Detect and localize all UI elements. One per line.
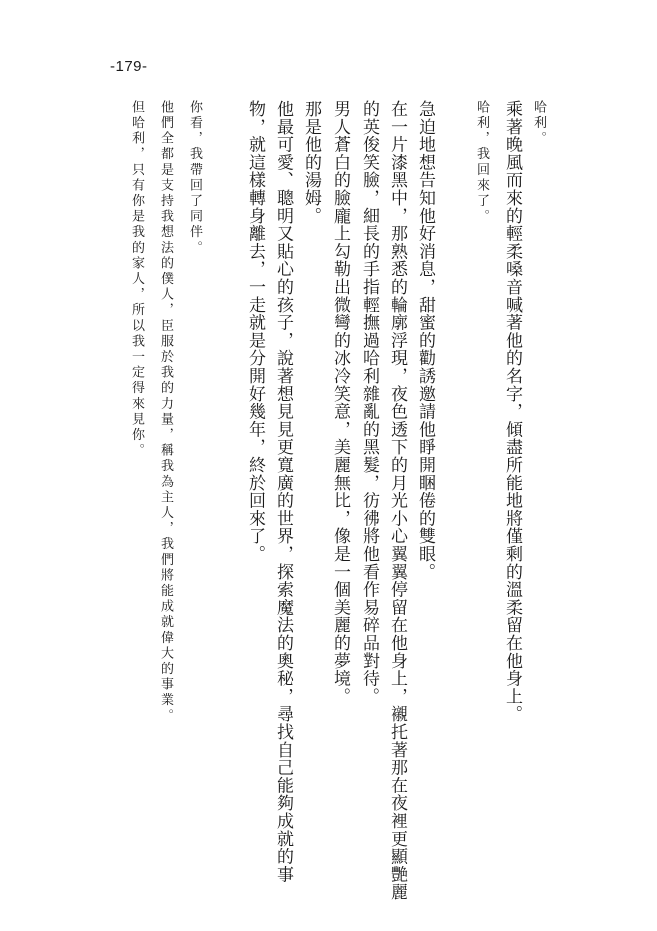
text-column-11: 你看，我帶回了同伴。 <box>187 100 202 256</box>
text-column-8: 那是他的湯姆。 <box>301 100 321 225</box>
text-column-4: 急迫地想告知他好消息，甜蜜的勸誘邀請他睜開睏倦的雙眼。 <box>415 100 435 581</box>
text-column-9: 他最可愛、聰明又貼心的孩子，說著想見見更寬廣的世界，探索魔法的奧秘，尋找自己能夠成就的事 <box>273 100 293 884</box>
text-column-6: 的英俊笑臉，細長的手指輕撫過哈利雜亂的黑髮，彷彿將他看作易碎品對待。 <box>359 100 379 706</box>
text-column-1: 哈利。 <box>531 100 546 147</box>
text-column-5: 在一片漆黑中，那熟悉的輪廓浮現，夜色透下的月光小心翼翼停留在他身上，襯托著那在夜裡更顯艷麗 <box>387 100 407 901</box>
text-column-7: 男人蒼白的臉龐上勾勒出微彎的冰冷笑意，美麗無比，像是一個美麗的夢境。 <box>330 100 350 706</box>
text-column-12: 他們全都是支持我想法的僕人，臣服於我的力量，稱我為主人，我們將能成就偉大的事業。 <box>158 100 173 724</box>
text-column-13: 但哈利，只有你是我的家人，所以我一定得來見你。 <box>129 100 144 459</box>
text-column-3: 哈利，我回來了。 <box>474 100 489 225</box>
page-number: -179- <box>110 58 148 75</box>
text-column-2: 乘著晚風而來的輕柔嗓音喊著他的名字，傾盡所能地將僅剩的溫柔留在他身上。 <box>502 100 522 723</box>
text-column-10: 物，就這樣轉身離去，一走就是分開好幾年，終於回來了。 <box>245 100 265 563</box>
